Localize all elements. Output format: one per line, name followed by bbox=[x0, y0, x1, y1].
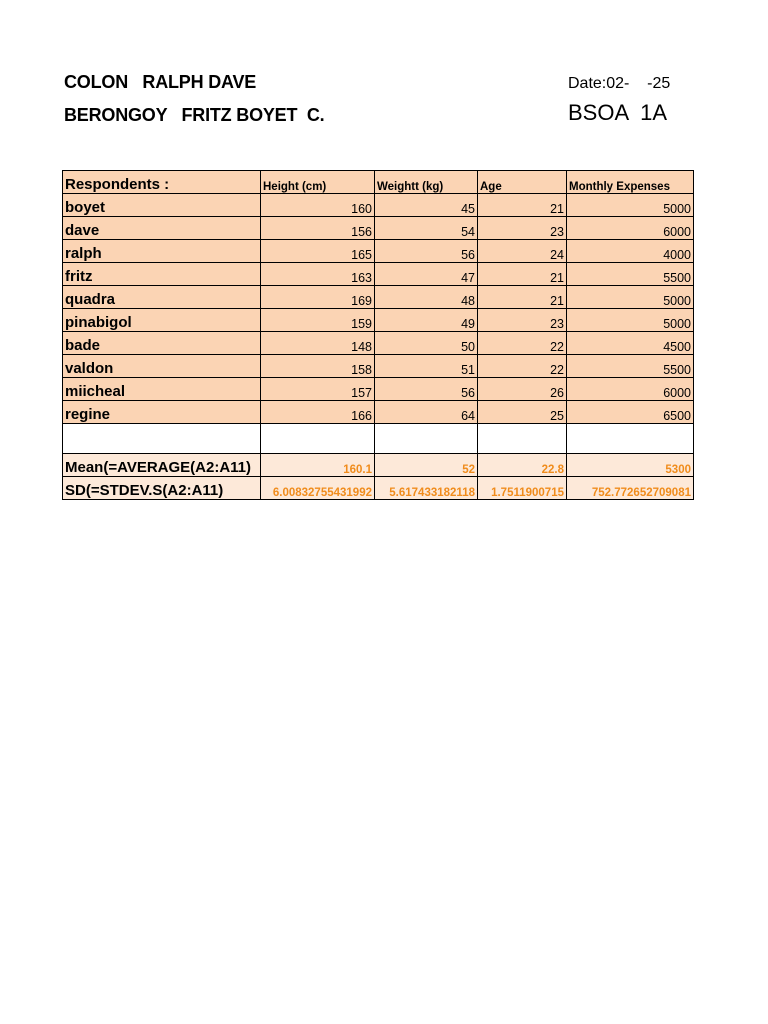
mean-label[interactable]: Mean(=AVERAGE(A2:A11) bbox=[63, 454, 261, 477]
mean-height[interactable]: 160.1 bbox=[261, 454, 375, 477]
respondent-name[interactable]: ralph bbox=[63, 240, 261, 263]
table-row bbox=[63, 401, 694, 424]
table-row bbox=[63, 332, 694, 355]
student-name-2: BERONGOY FRITZ BOYET C. bbox=[64, 105, 325, 125]
height-cell[interactable]: 157 bbox=[261, 378, 375, 401]
header-age[interactable]: Age bbox=[478, 171, 567, 194]
respondent-name[interactable]: boyet bbox=[63, 194, 261, 217]
height-cell[interactable]: 156 bbox=[261, 217, 375, 240]
height-cell[interactable]: 160 bbox=[261, 194, 375, 217]
sd-monthly-expenses[interactable]: 752.772652709081 bbox=[567, 477, 694, 500]
age-cell[interactable]: 23 bbox=[478, 217, 567, 240]
age-cell[interactable]: 22 bbox=[478, 332, 567, 355]
respondent-name[interactable]: regine bbox=[63, 401, 261, 424]
respondent-name[interactable]: dave bbox=[63, 217, 261, 240]
respondent-name[interactable]: quadra bbox=[63, 286, 261, 309]
monthly-expenses-cell[interactable]: 5000 bbox=[567, 286, 694, 309]
blank-cell[interactable] bbox=[375, 424, 478, 454]
height-cell[interactable]: 163 bbox=[261, 263, 375, 286]
section-label: BSOA 1A bbox=[568, 100, 668, 125]
weight-cell[interactable]: 64 bbox=[375, 401, 478, 424]
weight-cell[interactable]: 48 bbox=[375, 286, 478, 309]
table-row bbox=[63, 309, 694, 332]
student-name-1: COLON RALPH DAVE bbox=[64, 72, 257, 92]
date-label: Date:02- -25 bbox=[568, 75, 671, 92]
table-row bbox=[63, 355, 694, 378]
mean-row bbox=[63, 454, 694, 477]
table-row bbox=[63, 194, 694, 217]
weight-cell[interactable]: 50 bbox=[375, 332, 478, 355]
monthly-expenses-cell[interactable]: 5500 bbox=[567, 355, 694, 378]
weight-cell[interactable]: 54 bbox=[375, 217, 478, 240]
table-row bbox=[63, 263, 694, 286]
header-respondents[interactable]: Respondents : bbox=[63, 171, 261, 194]
blank-cell[interactable] bbox=[478, 424, 567, 454]
respondent-name[interactable]: bade bbox=[63, 332, 261, 355]
age-cell[interactable]: 26 bbox=[478, 378, 567, 401]
header-height[interactable]: Height (cm) bbox=[261, 171, 375, 194]
blank-row bbox=[63, 424, 694, 454]
height-cell[interactable]: 166 bbox=[261, 401, 375, 424]
sd-weight[interactable]: 5.617433182118 bbox=[375, 477, 478, 500]
height-cell[interactable]: 159 bbox=[261, 309, 375, 332]
monthly-expenses-cell[interactable]: 4500 bbox=[567, 332, 694, 355]
respondent-name[interactable]: valdon bbox=[63, 355, 261, 378]
height-cell[interactable]: 148 bbox=[261, 332, 375, 355]
age-cell[interactable]: 21 bbox=[478, 194, 567, 217]
age-cell[interactable]: 21 bbox=[478, 263, 567, 286]
weight-cell[interactable]: 45 bbox=[375, 194, 478, 217]
respondent-name[interactable]: pinabigol bbox=[63, 309, 261, 332]
age-cell[interactable]: 22 bbox=[478, 355, 567, 378]
respondent-name[interactable]: miicheal bbox=[63, 378, 261, 401]
age-cell[interactable]: 23 bbox=[478, 309, 567, 332]
sd-age[interactable]: 1.7511900715 bbox=[478, 477, 567, 500]
monthly-expenses-cell[interactable]: 5000 bbox=[567, 194, 694, 217]
respondents-table bbox=[62, 170, 694, 500]
height-cell[interactable]: 169 bbox=[261, 286, 375, 309]
weight-cell[interactable]: 51 bbox=[375, 355, 478, 378]
blank-cell[interactable] bbox=[567, 424, 694, 454]
table-row bbox=[63, 240, 694, 263]
mean-age[interactable]: 22.8 bbox=[478, 454, 567, 477]
monthly-expenses-cell[interactable]: 5500 bbox=[567, 263, 694, 286]
sd-row bbox=[63, 477, 694, 500]
weight-cell[interactable]: 47 bbox=[375, 263, 478, 286]
height-cell[interactable]: 158 bbox=[261, 355, 375, 378]
age-cell[interactable]: 24 bbox=[478, 240, 567, 263]
table-header-row bbox=[63, 171, 694, 194]
sd-label[interactable]: SD(=STDEV.S(A2:A11) bbox=[63, 477, 261, 500]
weight-cell[interactable]: 56 bbox=[375, 240, 478, 263]
header-monthly-expenses[interactable]: Monthly Expenses bbox=[567, 171, 694, 194]
mean-weight[interactable]: 52 bbox=[375, 454, 478, 477]
monthly-expenses-cell[interactable]: 4000 bbox=[567, 240, 694, 263]
sd-height[interactable]: 6.00832755431992 bbox=[261, 477, 375, 500]
monthly-expenses-cell[interactable]: 6000 bbox=[567, 217, 694, 240]
height-cell[interactable]: 165 bbox=[261, 240, 375, 263]
weight-cell[interactable]: 56 bbox=[375, 378, 478, 401]
monthly-expenses-cell[interactable]: 6000 bbox=[567, 378, 694, 401]
respondent-name[interactable]: fritz bbox=[63, 263, 261, 286]
monthly-expenses-cell[interactable]: 6500 bbox=[567, 401, 694, 424]
header-weight[interactable]: Weightt (kg) bbox=[375, 171, 478, 194]
age-cell[interactable]: 21 bbox=[478, 286, 567, 309]
blank-cell[interactable] bbox=[63, 424, 261, 454]
table-row bbox=[63, 286, 694, 309]
age-cell[interactable]: 25 bbox=[478, 401, 567, 424]
mean-monthly-expenses[interactable]: 5300 bbox=[567, 454, 694, 477]
monthly-expenses-cell[interactable]: 5000 bbox=[567, 309, 694, 332]
weight-cell[interactable]: 49 bbox=[375, 309, 478, 332]
table-row bbox=[63, 378, 694, 401]
blank-cell[interactable] bbox=[261, 424, 375, 454]
table-row bbox=[63, 217, 694, 240]
